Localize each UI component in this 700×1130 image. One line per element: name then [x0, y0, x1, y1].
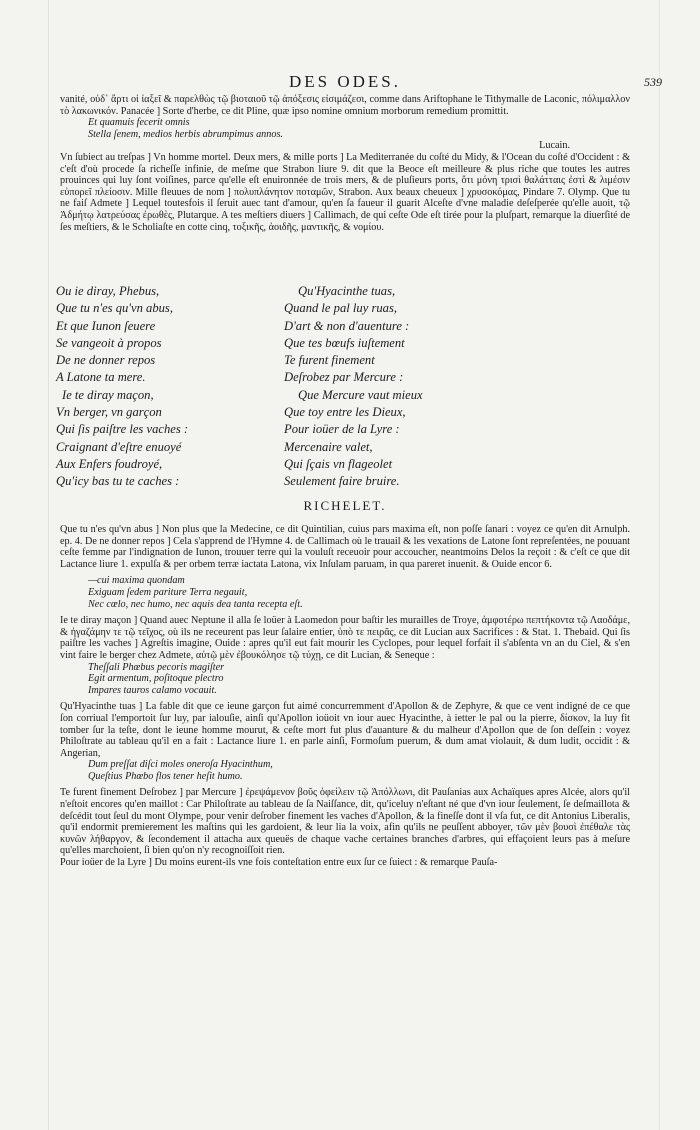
quotation-line: Theſſali Phœbus pecoris magiſter — [88, 661, 225, 673]
page-header — [60, 72, 662, 96]
quotation-line: Dum preſſat diſci moles oneroſa Hyacinthum, — [88, 759, 273, 771]
poem-line: Mercenaire valet, — [284, 439, 373, 454]
quotation-attribution: Lucain. — [539, 140, 570, 152]
poem-line: D'art & non d'auenture : — [284, 318, 410, 333]
quotation-line: Stella ſenem, medios herbis abrumpimus annos. — [88, 128, 283, 140]
annotation-paragraph: Te furent finement Deſrobez ] par Mercure ] ἐρεψάμενον βοῦς ὀφείλειν τῷ Ἀπόλλωνι, dit Pauſanias aux Achaïques apres Alcée, alors qu'il n'eſtoit encores qu'en maillot : Car Philoſtrate au tableau de ſa Naiſſance, dit, qu'iceluy n'eſtant né que d'vn iour ſeulement, ſe deſmaillota & deſcédit tout ſeul du mont Olympe, pour venir deſrober finement les vaches d'Apollon, & la fineſſe dont il vſa fut, ce dit Antonius Liberalis, qu'il endormit premierement les maſtins qui les gardoient, & leur lia la voix, afin qu'ils ne peuſſent abboyer, τῶν μὲν βουσὶ ἐπέθαλε τὰς κυνῶν λήθαργον, & ſecondement il attacha aux queuës de chaque vache certaines branches d'arbres, qui effaçoient leurs pas à meſure qu'elles marchoient, ſi bien qu'on n'y recognoiſſoit rien. — [60, 787, 630, 857]
poem-line: Vn berger, vn garçon — [56, 405, 162, 420]
quotation-line: Impares tauros calamo vocauit. — [88, 684, 217, 696]
commentary-heading: RICHELET. — [303, 498, 387, 513]
poem-line: Deſrobez par Mercure : — [284, 370, 404, 385]
annotation-paragraph: Pour ioüer de la Lyre ] Du moins eurent-ils vne fois conteſtation entre eux ſur ce ſuiect : & remarque Pauſa- — [60, 857, 498, 869]
annotation-paragraph: Que tu n'es qu'vn abus ] Non plus que la Medecine, ce dit Quintilian, cuius pars maxima eſt, non poſſe ſanari : voyez ce qu'en dit Arnulph. ep. 4. De ne donner repos ] Cela s'apprend de l'Hymne 4. de Callimach où le trauail & les vexations de Latone ſont repreſentées, ne pouuant ceſte femme par l'indignation de Iunon, trouuer terre qui la vouluſt receuoir pour accoucher, neantmoins Delos la reçoit : & c'eſt ce que dit Lactance liure 1. expulſa & per orbem terræ iactata Latona, vix Inſulam paruam, in qua pareret inuenit. & Ouide encor 6. — [60, 524, 630, 570]
page-number: 539 — [644, 75, 662, 89]
annotation-paragraph: Qu'Hyacinthe tuas ] La fable dit que ce ieune garçon fut aimé concurremment d'Apollon & de Zephyre, & que ce vent indigné de ce que ſon corriual l'emportoit ſur luy, par ialouſie, ainſi qu'Apollon ioüoit vn iour auec Hyacinthe, à ietter le pal ou la pierre, δίσκον, la luy fit tomber ſur la teſte, dont le ieune homme mourut, & ceſte mort fut plus d'auanture & du malheur d'Apollon que de ſon deſſein : voyez Philoſtrate au tableau qu'il en a fait : Lactance liure 1. en parle ainſi, Formoſum puerum, & dum amat violauit, & dum ludit, occidit : & Angerian, — [60, 701, 630, 759]
ode-stanzas — [56, 283, 616, 489]
quotation-line: Exiguam ſedem pariture Terra negauit, — [88, 586, 248, 598]
poem-line: Craignant d'eſtre enuoyé — [56, 439, 182, 454]
poem-column-right — [284, 283, 534, 491]
poem-line: Quand le pal luy ruas, — [284, 301, 397, 316]
poem-line: Aux Enfers foudroyé, — [56, 456, 163, 471]
annotation-paragraph: Vn ſubiect au treſpas ] Vn homme mortel. Deux mers, & mille ports ] La Mediterranée du coſté du Midy, & l'Ocean du coſté d'Occident : & c'eſt d'où procede ſa richeſſe infinie, de meſme que Strabon liure 9. dit que la Beoce eſt meilleure & plus riche que toutes les autres prouinces qui luy ſont voiſines, parce qu'elle eſt enuironnée de trois mers, & de pluſieurs ports, ὅτι μόνη τρισὶ θαλάτταις ἐστὶ & λιμέσιν εὐπορεῖ πλείοσιν. Mille fleuues de nom ] πολυπλάνητον ποταμῶν, Strabon. Aux beaux cheueux ] χρυσοκόμας, Pindare 7. Olymp. Que tu ne faiſ Admete ] Lequel toutesfois il ſeruit auec tant d'amour, qu'en ſa faueur il guarit Alceſte d'vne maladie deſeſperée qu'elle auoit, τῷ Ἀδμήτῳ λατρεύσας ἐρωθὲς, Plutarque. A tes meſtiers diuers ] Callimach, de qui ceſte Ode eſt tirée pour la pluſpart, remarque la diuerſité de ſes meſtiers, & le Scholiaſte en cotte cinq, τοξικῆς, ἀοιδῆς, μαντικῆς, & νομίου. — [60, 151, 630, 233]
scan-edge-line — [659, 0, 660, 1130]
quotation-line: Queſtius Phœbo flos tener heſit humo. — [88, 770, 243, 782]
quotation-line: Et quamuis fecerit omnis — [88, 117, 190, 129]
poem-line: Que tu n'es qu'vn abus, — [56, 301, 173, 316]
scan-gutter-line — [48, 0, 49, 1130]
poem-line: Se vangeoit à propos — [56, 335, 162, 350]
quotation-line: Egit armentum, poſitoque plectro — [88, 673, 224, 685]
poem-line: Qu'Hyacinthe tuas, — [298, 284, 396, 298]
poem-line: Seulement faire bruire. — [284, 474, 400, 489]
poem-line: Ie te diray maçon, — [62, 387, 154, 402]
running-title: DES ODES. — [288, 72, 401, 91]
poem-line: Te furent finement — [284, 353, 375, 368]
annotation-paragraph: Ie te diray maçon ] Quand auec Neptune il alla ſe loüer à Laomedon pour baſtir les murailles de Troye, ἀμφοτέρω πεπτήκοντα τῷ Λαοδάμε, & ἠγαζάμην τε τῷ τεῖχος, où ils ne receurent pas leur ſalaire entier, ὑπὸ τε πειρᾶς, ce dit Lucian aux Sacrifices : & Stat. 1. Thebaid. Qui ſis paiſtre les vaches ] Agreſtis imagine, Ouide : apres qu'il eut fait mourir les Cyclopes, pour lequel forfait il s'abſenta vn an du Ciel, & s'en vint faire le berger chez Admete, αὐτῷ μὲν ἐβουκόλησε τῷ τύχῃ, ce dit Lucian, & Seneque : — [60, 615, 630, 661]
quotation-line: —cui maxima quondam — [88, 575, 185, 587]
poem-line: De ne donner repos — [56, 353, 156, 368]
poem-line: Qui ſçais vn flageolet — [284, 456, 393, 471]
poem-line: Pour ioüer de la Lyre : — [284, 422, 400, 437]
annotations-top — [60, 94, 630, 233]
annotation-paragraph: vanité, οὐδ᾽ ἄρτι οἱ ἰαξεῖ & παρελθὼς τῷ βιοταιοῦ τῷ ἀπόξεσις εἰσιμάζεσι, comme dans Ariftophane le Tithymalle de Laconic, πόλιμαλλον τὸ λακωνικόν. Panacée ] Sorte d'herbe, ce dit Pline, quæ ipso nomine omnium morborum remedium promittit. — [60, 94, 630, 117]
poem-line: Qu'icy bas tu te caches : — [56, 474, 180, 489]
poem-line: A Latone ta mere. — [56, 370, 146, 385]
poem-column-left — [56, 283, 236, 491]
poem-line: Que toy entre les Dieux, — [284, 405, 406, 420]
poem-line: Et que Iunon ſeuere — [56, 318, 156, 333]
annotations-bottom — [60, 524, 630, 869]
poem-line: Qui ſis paiſtre les vaches : — [56, 422, 189, 437]
quotation-line: Nec cœlo, nec humo, nec aquis dea tanta recepta eſt. — [88, 598, 303, 610]
poem-line: Que tes bœufs iuſtement — [284, 335, 405, 350]
poem-line: Ou ie diray, Phebus, — [56, 284, 160, 298]
poem-line: Que Mercure vaut mieux — [298, 387, 423, 402]
